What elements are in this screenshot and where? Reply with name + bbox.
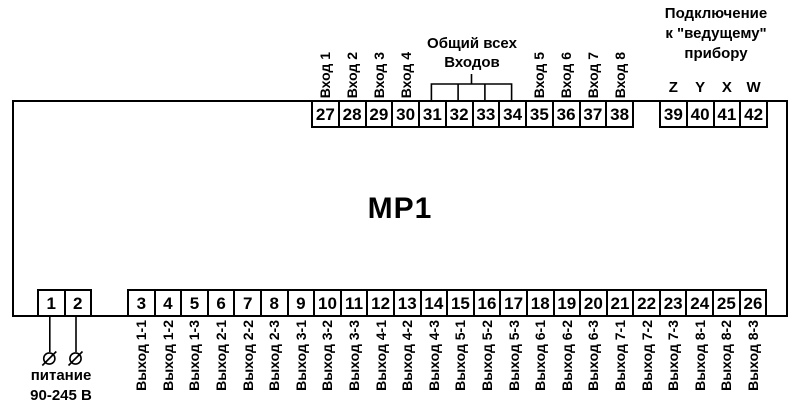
terminal-cell [420,289,449,391]
terminal-cell [686,79,715,128]
terminal-cell [526,289,555,391]
terminal-cell [579,51,608,128]
terminal-cell [659,79,688,128]
master-connection-label-line1: Подключение [664,5,768,22]
terminal-cell [552,51,581,128]
terminal-cell [393,289,422,391]
terminal-cell [340,289,369,391]
terminal-cell [579,289,608,391]
terminal-label: Выход 3-3 [346,320,363,391]
terminal-number: 9 [296,293,306,313]
terminal-label: Выход 5-1 [452,320,469,391]
terminal-cell [127,289,156,391]
master-pin-label: W [746,79,761,96]
terminal-cell [739,289,768,391]
power-terminal-strip [37,289,92,317]
master-pin-label: Z [668,79,678,96]
terminal-cell [445,100,474,128]
terminal-label: Вход 2 [344,51,361,98]
terminal-cell [499,289,528,391]
terminal-cell [472,100,501,128]
terminal-number: 28 [342,104,362,124]
terminal-number: 42 [744,104,764,124]
terminal-number: 5 [189,293,200,313]
terminal-label: Выход 6-1 [532,320,549,391]
terminal-cell [311,51,340,128]
terminal-label: Выход 5-3 [505,320,522,391]
screw-slash-1 [42,352,56,366]
inputs-common-label [372,34,572,72]
terminal-label: Выход 1-1 [133,320,150,391]
terminal-number: 33 [476,104,496,124]
master-connection-label [616,4,800,64]
terminal-number: 22 [637,293,657,313]
screw-symbol-1 [44,353,55,364]
terminal-number: 35 [529,104,549,124]
terminal-cell [525,51,554,128]
terminal-number: 3 [136,293,147,313]
terminal-number: 37 [583,104,603,124]
terminal-cell [180,289,209,391]
terminal-number: 4 [163,293,173,313]
terminal-cell [446,289,475,391]
terminal-number: 11 [345,293,364,313]
terminal-label: Вход 1 [317,51,334,98]
terminal-label: Вход 6 [558,51,575,98]
terminal-number: 1 [46,293,56,313]
terminal-label: Вход 7 [584,51,601,98]
terminal-number: 8 [269,293,279,313]
terminal-label: Выход 6-3 [585,320,602,391]
terminal-number: 2 [73,293,83,313]
terminal-number: 15 [450,293,470,313]
master-terminal-strip [659,79,768,128]
master-pin-label: X [721,79,732,96]
terminal-number: 24 [690,293,710,313]
power-label-line2: 90-245 В [30,387,92,404]
terminal-label: Вход 3 [370,51,387,98]
terminal-number: 16 [477,293,497,313]
terminal-number: 27 [315,104,335,124]
terminal-number: 31 [422,104,442,124]
terminal-cell [659,289,688,391]
terminal-number: 32 [449,104,469,124]
terminal-cell [632,289,661,391]
terminal-number: 26 [743,293,763,313]
terminal-cell [713,79,742,128]
terminal-label: Выход 2-1 [213,320,230,391]
terminal-label: Выход 1-3 [186,320,203,391]
terminal-number: 38 [610,104,630,124]
terminal-label: Выход 6-2 [558,320,575,391]
terminal-number: 13 [397,293,417,313]
terminal-label: Вход 8 [611,51,628,98]
terminal-cell [313,289,342,391]
terminal-cell [553,289,582,391]
terminal-label: Вход 5 [531,51,548,98]
terminal-number: 12 [371,293,391,313]
terminal-cell [338,51,367,128]
terminal-label: Выход 3-1 [292,320,309,391]
terminal-cell [37,289,66,317]
terminal-cell [685,289,714,391]
terminal-cell [605,51,634,128]
terminal-number: 14 [424,293,444,313]
terminal-number: 30 [396,104,416,124]
terminal-number: 34 [503,104,523,124]
terminal-cell [366,289,395,391]
master-pin-label: Y [695,79,706,96]
terminal-number: 18 [530,293,550,313]
master-connection-label-line3: прибору [684,45,748,62]
terminal-cell [260,289,289,391]
device-title: МР1 [367,191,433,225]
terminal-number: 29 [369,104,389,124]
terminal-cell [739,79,768,128]
terminal-label: Вход 4 [397,51,414,98]
terminal-cell [712,289,741,391]
terminal-number: 20 [583,293,603,313]
common-inputs-bracket [431,74,513,102]
terminal-label: Выход 2-2 [239,320,256,391]
terminal-label: Выход 2-3 [266,320,283,391]
screw-slash-2 [69,352,83,366]
terminal-label: Выход 8-1 [691,320,708,391]
terminal-number: 19 [557,293,577,313]
terminal-number: 7 [242,293,253,313]
terminal-number: 17 [504,293,524,313]
terminal-label: Выход 8-3 [744,320,761,391]
terminal-number: 23 [663,293,683,313]
terminal-cell [287,289,316,391]
terminal-number: 21 [610,293,630,313]
terminal-number: 40 [690,104,710,124]
terminal-label: Выход 1-2 [159,320,176,391]
screw-symbol-2 [70,353,81,364]
terminal-cell [64,289,93,317]
terminal-cell [365,51,394,128]
output-terminal-strip [127,289,767,391]
inputs-common-label-line2: Входов [444,54,500,71]
master-connection-label-line2: к "ведущему" [665,25,767,42]
terminal-cell [418,100,447,128]
inputs-common-label-line1: Общий всех [427,35,517,52]
terminal-label: Выход 4-3 [425,320,442,391]
terminal-number: 39 [663,104,683,124]
terminal-label: Выход 4-1 [372,320,389,391]
terminal-cell [473,289,502,391]
power-label [11,366,111,406]
terminal-label: Выход 7-3 [665,320,682,391]
terminal-label: Выход 8-2 [718,320,735,391]
power-label-line1: питание [30,367,92,384]
terminal-cell [391,51,420,128]
terminal-label: Выход 4-2 [399,320,416,391]
terminal-number: 10 [317,293,337,313]
terminal-number: 6 [216,293,226,313]
terminal-label: Выход 3-2 [319,320,336,391]
terminal-number: 36 [556,104,576,124]
terminal-number: 41 [717,104,737,124]
terminal-number: 25 [716,293,736,313]
terminal-cell [207,289,236,391]
device-outline [12,100,788,317]
terminal-cell [154,289,183,391]
terminal-cell [498,100,527,128]
terminal-label: Выход 7-1 [611,320,628,391]
terminal-cell [233,289,262,391]
terminal-label: Выход 7-2 [638,320,655,391]
terminal-label: Выход 5-2 [479,320,496,391]
terminal-cell [606,289,635,391]
